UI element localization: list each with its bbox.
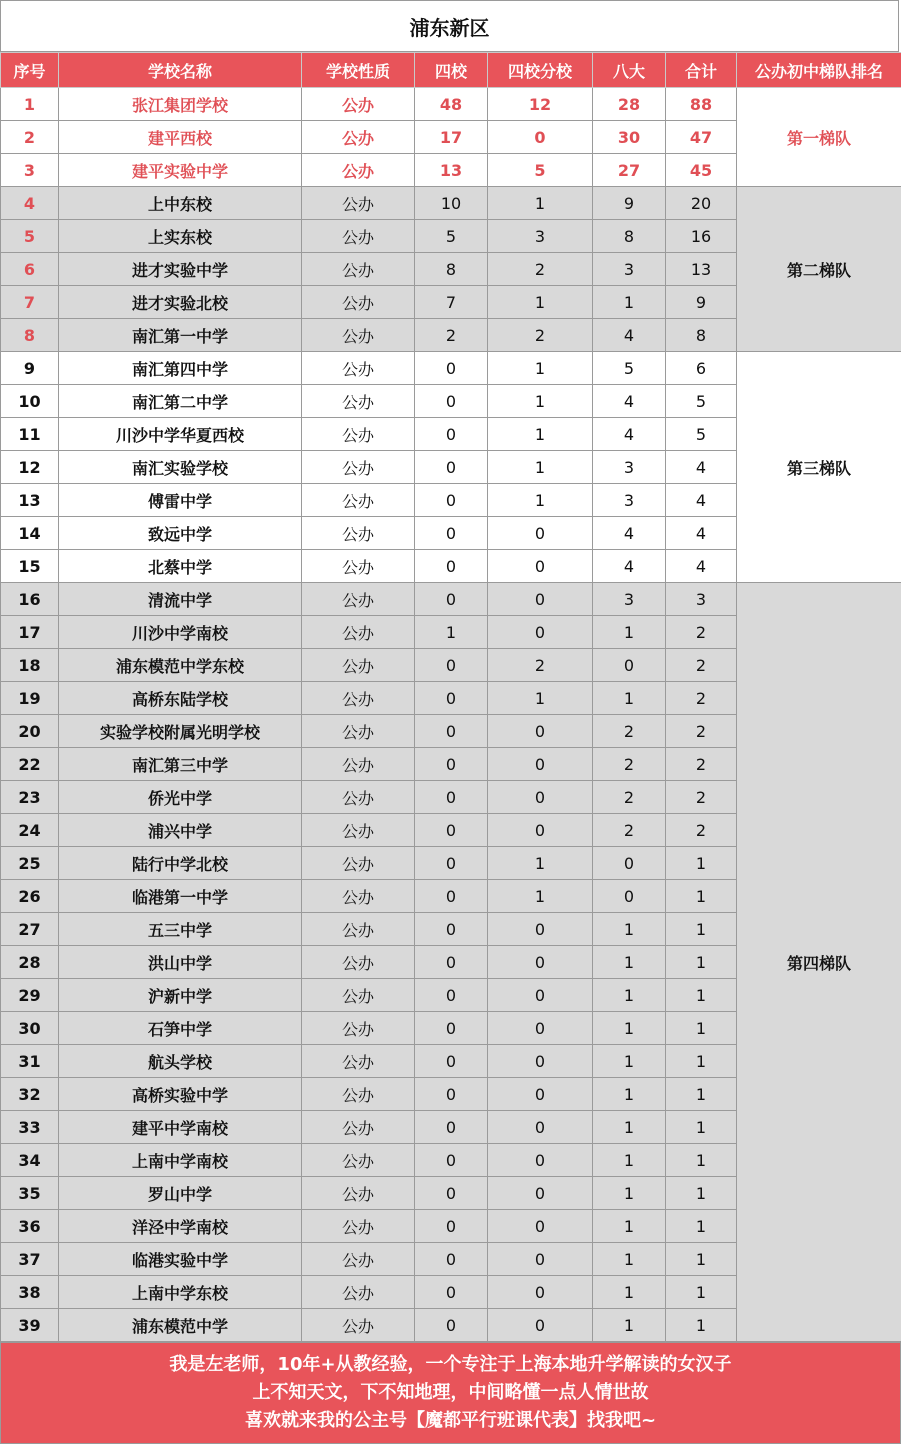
cell-eight-big: 2 — [593, 715, 666, 748]
cell-school-type: 公办 — [302, 1144, 415, 1177]
cell-index: 10 — [1, 385, 59, 418]
cell-four-schools: 0 — [415, 517, 488, 550]
cell-four-schools: 8 — [415, 253, 488, 286]
cell-eight-big: 1 — [593, 1111, 666, 1144]
cell-index: 4 — [1, 187, 59, 220]
cell-index: 26 — [1, 880, 59, 913]
cell-index: 17 — [1, 616, 59, 649]
cell-four-school-branches: 1 — [488, 880, 593, 913]
cell-index: 14 — [1, 517, 59, 550]
cell-four-school-branches: 0 — [488, 616, 593, 649]
cell-school-name: 张江集团学校 — [59, 88, 302, 121]
cell-eight-big: 1 — [593, 946, 666, 979]
cell-index: 8 — [1, 319, 59, 352]
cell-school-type: 公办 — [302, 319, 415, 352]
cell-eight-big: 2 — [593, 814, 666, 847]
cell-school-name: 傅雷中学 — [59, 484, 302, 517]
cell-school-name: 陆行中学北校 — [59, 847, 302, 880]
cell-school-name: 上中东校 — [59, 187, 302, 220]
cell-total: 4 — [666, 550, 737, 583]
header-index: 序号 — [1, 53, 59, 88]
cell-school-type: 公办 — [302, 616, 415, 649]
cell-index: 29 — [1, 979, 59, 1012]
cell-school-type: 公办 — [302, 748, 415, 781]
cell-index: 25 — [1, 847, 59, 880]
cell-four-school-branches: 2 — [488, 649, 593, 682]
cell-total: 4 — [666, 451, 737, 484]
cell-four-school-branches: 0 — [488, 1144, 593, 1177]
cell-four-school-branches: 0 — [488, 814, 593, 847]
cell-school-type: 公办 — [302, 1276, 415, 1309]
cell-four-schools: 0 — [415, 1144, 488, 1177]
header-school-type: 学校性质 — [302, 53, 415, 88]
cell-total: 2 — [666, 649, 737, 682]
cell-school-name: 临港实验中学 — [59, 1243, 302, 1276]
cell-eight-big: 8 — [593, 220, 666, 253]
cell-index: 12 — [1, 451, 59, 484]
cell-four-schools: 7 — [415, 286, 488, 319]
cell-school-name: 川沙中学华夏西校 — [59, 418, 302, 451]
cell-four-schools: 0 — [415, 814, 488, 847]
cell-eight-big: 4 — [593, 319, 666, 352]
cell-school-type: 公办 — [302, 1177, 415, 1210]
cell-total: 1 — [666, 847, 737, 880]
cell-school-type: 公办 — [302, 517, 415, 550]
cell-school-type: 公办 — [302, 88, 415, 121]
cell-school-type: 公办 — [302, 682, 415, 715]
cell-school-name: 致远中学 — [59, 517, 302, 550]
cell-four-school-branches: 0 — [488, 946, 593, 979]
cell-school-name: 五三中学 — [59, 913, 302, 946]
cell-index: 2 — [1, 121, 59, 154]
cell-school-name: 上南中学东校 — [59, 1276, 302, 1309]
cell-school-name: 上实东校 — [59, 220, 302, 253]
cell-eight-big: 1 — [593, 1177, 666, 1210]
cell-eight-big: 9 — [593, 187, 666, 220]
cell-eight-big: 1 — [593, 1210, 666, 1243]
cell-school-name: 建平实验中学 — [59, 154, 302, 187]
cell-four-schools: 0 — [415, 682, 488, 715]
cell-index: 28 — [1, 946, 59, 979]
cell-four-school-branches: 1 — [488, 352, 593, 385]
footer-banner — [0, 1342, 901, 1444]
cell-four-schools: 0 — [415, 979, 488, 1012]
cell-index: 9 — [1, 352, 59, 385]
cell-index: 6 — [1, 253, 59, 286]
cell-total: 2 — [666, 616, 737, 649]
cell-four-school-branches: 0 — [488, 1210, 593, 1243]
cell-eight-big: 1 — [593, 913, 666, 946]
cell-school-type: 公办 — [302, 1309, 415, 1342]
cell-index: 22 — [1, 748, 59, 781]
cell-four-schools: 0 — [415, 748, 488, 781]
cell-four-schools: 0 — [415, 352, 488, 385]
cell-index: 35 — [1, 1177, 59, 1210]
cell-total: 1 — [666, 1078, 737, 1111]
cell-school-type: 公办 — [302, 715, 415, 748]
cell-four-schools: 48 — [415, 88, 488, 121]
cell-school-name: 清流中学 — [59, 583, 302, 616]
cell-four-school-branches: 1 — [488, 286, 593, 319]
cell-school-type: 公办 — [302, 814, 415, 847]
cell-total: 45 — [666, 154, 737, 187]
cell-school-name: 北蔡中学 — [59, 550, 302, 583]
cell-total: 1 — [666, 1210, 737, 1243]
cell-index: 30 — [1, 1012, 59, 1045]
cell-eight-big: 1 — [593, 1045, 666, 1078]
cell-four-schools: 2 — [415, 319, 488, 352]
cell-eight-big: 1 — [593, 1144, 666, 1177]
header-school-name: 学校名称 — [59, 53, 302, 88]
cell-total: 4 — [666, 517, 737, 550]
cell-total: 5 — [666, 418, 737, 451]
cell-school-name: 南汇第四中学 — [59, 352, 302, 385]
cell-eight-big: 4 — [593, 550, 666, 583]
cell-eight-big: 1 — [593, 616, 666, 649]
cell-school-name: 石笋中学 — [59, 1012, 302, 1045]
cell-index: 38 — [1, 1276, 59, 1309]
cell-index: 24 — [1, 814, 59, 847]
cell-four-schools: 0 — [415, 1276, 488, 1309]
cell-four-schools: 0 — [415, 385, 488, 418]
cell-eight-big: 2 — [593, 781, 666, 814]
cell-four-schools: 1 — [415, 616, 488, 649]
cell-eight-big: 30 — [593, 121, 666, 154]
cell-four-schools: 17 — [415, 121, 488, 154]
cell-school-type: 公办 — [302, 121, 415, 154]
header-four-schools: 四校 — [415, 53, 488, 88]
cell-eight-big: 1 — [593, 1012, 666, 1045]
header-four-school-branches: 四校分校 — [488, 53, 593, 88]
cell-four-school-branches: 0 — [488, 550, 593, 583]
cell-total: 1 — [666, 1144, 737, 1177]
cell-total: 5 — [666, 385, 737, 418]
cell-index: 11 — [1, 418, 59, 451]
cell-total: 1 — [666, 979, 737, 1012]
cell-index: 16 — [1, 583, 59, 616]
cell-four-school-branches: 2 — [488, 319, 593, 352]
cell-total: 2 — [666, 781, 737, 814]
cell-four-schools: 0 — [415, 880, 488, 913]
cell-school-name: 进才实验中学 — [59, 253, 302, 286]
cell-total: 88 — [666, 88, 737, 121]
cell-school-name: 罗山中学 — [59, 1177, 302, 1210]
cell-eight-big: 1 — [593, 1276, 666, 1309]
cell-eight-big: 1 — [593, 286, 666, 319]
cell-total: 1 — [666, 1111, 737, 1144]
cell-eight-big: 4 — [593, 517, 666, 550]
cell-four-school-branches: 0 — [488, 1012, 593, 1045]
cell-school-name: 南汇第一中学 — [59, 319, 302, 352]
cell-school-type: 公办 — [302, 154, 415, 187]
cell-four-schools: 0 — [415, 913, 488, 946]
cell-four-school-branches: 0 — [488, 1243, 593, 1276]
cell-eight-big: 4 — [593, 418, 666, 451]
cell-eight-big: 3 — [593, 484, 666, 517]
cell-index: 7 — [1, 286, 59, 319]
cell-four-schools: 5 — [415, 220, 488, 253]
cell-school-type: 公办 — [302, 781, 415, 814]
cell-school-type: 公办 — [302, 550, 415, 583]
cell-school-name: 上南中学南校 — [59, 1144, 302, 1177]
cell-four-school-branches: 1 — [488, 187, 593, 220]
cell-school-type: 公办 — [302, 946, 415, 979]
cell-four-schools: 0 — [415, 1309, 488, 1342]
cell-four-schools: 0 — [415, 649, 488, 682]
table-row — [1, 88, 901, 121]
cell-four-school-branches: 0 — [488, 748, 593, 781]
cell-four-schools: 0 — [415, 418, 488, 451]
cell-school-name: 洋泾中学南校 — [59, 1210, 302, 1243]
cell-four-schools: 0 — [415, 781, 488, 814]
cell-school-type: 公办 — [302, 385, 415, 418]
header-row — [1, 53, 901, 88]
cell-index: 18 — [1, 649, 59, 682]
cell-four-school-branches: 0 — [488, 1045, 593, 1078]
cell-four-schools: 0 — [415, 715, 488, 748]
cell-four-school-branches: 0 — [488, 1078, 593, 1111]
cell-index: 15 — [1, 550, 59, 583]
header-total: 合计 — [666, 53, 737, 88]
cell-school-type: 公办 — [302, 649, 415, 682]
cell-four-school-branches: 3 — [488, 220, 593, 253]
cell-school-type: 公办 — [302, 286, 415, 319]
cell-four-school-branches: 1 — [488, 385, 593, 418]
cell-four-school-branches: 0 — [488, 1177, 593, 1210]
cell-eight-big: 1 — [593, 979, 666, 1012]
cell-eight-big: 2 — [593, 748, 666, 781]
cell-eight-big: 3 — [593, 451, 666, 484]
cell-school-type: 公办 — [302, 187, 415, 220]
cell-total: 3 — [666, 583, 737, 616]
tier-label: 第三梯队 — [737, 352, 901, 583]
cell-school-name: 南汇实验学校 — [59, 451, 302, 484]
cell-eight-big: 3 — [593, 583, 666, 616]
cell-total: 1 — [666, 913, 737, 946]
cell-school-name: 进才实验北校 — [59, 286, 302, 319]
cell-school-name: 浦兴中学 — [59, 814, 302, 847]
cell-school-name: 高桥实验中学 — [59, 1078, 302, 1111]
table-body — [1, 88, 901, 1342]
cell-index: 32 — [1, 1078, 59, 1111]
cell-four-school-branches: 0 — [488, 1111, 593, 1144]
cell-school-type: 公办 — [302, 583, 415, 616]
footer-line-3: 喜欢就来我的公主号【魔都平行班课代表】找我吧~ — [244, 1410, 657, 1431]
table-row — [1, 583, 901, 616]
cell-four-school-branches: 2 — [488, 253, 593, 286]
cell-index: 20 — [1, 715, 59, 748]
cell-school-type: 公办 — [302, 1243, 415, 1276]
cell-index: 36 — [1, 1210, 59, 1243]
header-tier-rank: 公办初中梯队排名 — [737, 53, 901, 88]
cell-four-school-branches: 0 — [488, 583, 593, 616]
cell-index: 3 — [1, 154, 59, 187]
cell-four-school-branches: 1 — [488, 682, 593, 715]
tier-label: 第二梯队 — [737, 187, 901, 352]
cell-total: 6 — [666, 352, 737, 385]
cell-four-schools: 13 — [415, 154, 488, 187]
cell-eight-big: 27 — [593, 154, 666, 187]
cell-total: 2 — [666, 715, 737, 748]
cell-school-name: 实验学校附属光明学校 — [59, 715, 302, 748]
table-row — [1, 187, 901, 220]
cell-four-schools: 0 — [415, 847, 488, 880]
cell-four-schools: 10 — [415, 187, 488, 220]
cell-four-school-branches: 1 — [488, 484, 593, 517]
cell-four-schools: 0 — [415, 1210, 488, 1243]
cell-school-type: 公办 — [302, 913, 415, 946]
cell-school-name: 南汇第二中学 — [59, 385, 302, 418]
cell-total: 47 — [666, 121, 737, 154]
cell-school-type: 公办 — [302, 880, 415, 913]
cell-total: 9 — [666, 286, 737, 319]
cell-eight-big: 1 — [593, 1078, 666, 1111]
cell-school-name: 高桥东陆学校 — [59, 682, 302, 715]
cell-school-name: 浦东模范中学东校 — [59, 649, 302, 682]
cell-eight-big: 3 — [593, 253, 666, 286]
cell-four-schools: 0 — [415, 451, 488, 484]
cell-total: 1 — [666, 1276, 737, 1309]
cell-four-school-branches: 0 — [488, 517, 593, 550]
cell-four-schools: 0 — [415, 1111, 488, 1144]
cell-eight-big: 5 — [593, 352, 666, 385]
tier-label: 第四梯队 — [737, 583, 901, 1342]
cell-four-schools: 0 — [415, 1243, 488, 1276]
cell-four-school-branches: 0 — [488, 121, 593, 154]
cell-index: 39 — [1, 1309, 59, 1342]
cell-four-school-branches: 1 — [488, 418, 593, 451]
cell-school-name: 浦东模范中学 — [59, 1309, 302, 1342]
cell-school-name: 川沙中学南校 — [59, 616, 302, 649]
footer-line-2: 上不知天文，下不知地理，中间略懂一点人情世故 — [252, 1382, 649, 1403]
cell-index: 37 — [1, 1243, 59, 1276]
cell-total: 1 — [666, 1177, 737, 1210]
cell-total: 8 — [666, 319, 737, 352]
cell-four-schools: 0 — [415, 484, 488, 517]
cell-school-type: 公办 — [302, 451, 415, 484]
cell-total: 1 — [666, 1243, 737, 1276]
cell-four-school-branches: 0 — [488, 715, 593, 748]
cell-four-schools: 0 — [415, 1012, 488, 1045]
cell-eight-big: 1 — [593, 1309, 666, 1342]
cell-four-school-branches: 0 — [488, 1309, 593, 1342]
cell-school-name: 侨光中学 — [59, 781, 302, 814]
cell-total: 2 — [666, 814, 737, 847]
cell-four-school-branches: 12 — [488, 88, 593, 121]
cell-total: 20 — [666, 187, 737, 220]
cell-index: 33 — [1, 1111, 59, 1144]
cell-school-type: 公办 — [302, 418, 415, 451]
cell-four-schools: 0 — [415, 550, 488, 583]
header-eight-big: 八大 — [593, 53, 666, 88]
cell-total: 1 — [666, 1012, 737, 1045]
cell-school-name: 航头学校 — [59, 1045, 302, 1078]
cell-index: 27 — [1, 913, 59, 946]
cell-school-name: 南汇第三中学 — [59, 748, 302, 781]
cell-eight-big: 0 — [593, 649, 666, 682]
cell-four-school-branches: 1 — [488, 451, 593, 484]
tier-label: 第一梯队 — [737, 88, 901, 187]
cell-school-type: 公办 — [302, 1012, 415, 1045]
cell-four-schools: 0 — [415, 1078, 488, 1111]
cell-school-type: 公办 — [302, 1078, 415, 1111]
cell-four-schools: 0 — [415, 1045, 488, 1078]
cell-total: 2 — [666, 682, 737, 715]
cell-four-school-branches: 0 — [488, 979, 593, 1012]
cell-school-name: 建平中学南校 — [59, 1111, 302, 1144]
cell-four-schools: 0 — [415, 583, 488, 616]
cell-index: 13 — [1, 484, 59, 517]
cell-four-school-branches: 1 — [488, 847, 593, 880]
cell-school-type: 公办 — [302, 847, 415, 880]
cell-eight-big: 4 — [593, 385, 666, 418]
cell-total: 1 — [666, 1309, 737, 1342]
cell-index: 1 — [1, 88, 59, 121]
cell-eight-big: 0 — [593, 880, 666, 913]
cell-total: 16 — [666, 220, 737, 253]
cell-index: 5 — [1, 220, 59, 253]
cell-four-school-branches: 5 — [488, 154, 593, 187]
cell-total: 1 — [666, 946, 737, 979]
cell-school-name: 临港第一中学 — [59, 880, 302, 913]
cell-school-type: 公办 — [302, 1210, 415, 1243]
cell-school-type: 公办 — [302, 253, 415, 286]
cell-total: 13 — [666, 253, 737, 286]
ranking-table — [0, 52, 901, 1342]
cell-four-school-branches: 0 — [488, 1276, 593, 1309]
table-row — [1, 352, 901, 385]
cell-four-school-branches: 0 — [488, 913, 593, 946]
footer-line-1: 我是左老师，10年+从教经验，一个专注于上海本地升学解读的女汉子 — [169, 1354, 732, 1375]
cell-eight-big: 1 — [593, 1243, 666, 1276]
cell-eight-big: 0 — [593, 847, 666, 880]
cell-school-name: 建平西校 — [59, 121, 302, 154]
cell-school-type: 公办 — [302, 220, 415, 253]
cell-four-schools: 0 — [415, 946, 488, 979]
cell-four-school-branches: 0 — [488, 781, 593, 814]
cell-total: 1 — [666, 880, 737, 913]
cell-school-type: 公办 — [302, 1111, 415, 1144]
cell-school-name: 沪新中学 — [59, 979, 302, 1012]
cell-index: 34 — [1, 1144, 59, 1177]
cell-index: 23 — [1, 781, 59, 814]
cell-total: 2 — [666, 748, 737, 781]
cell-index: 19 — [1, 682, 59, 715]
cell-school-type: 公办 — [302, 1045, 415, 1078]
cell-school-type: 公办 — [302, 352, 415, 385]
cell-eight-big: 28 — [593, 88, 666, 121]
cell-school-name: 洪山中学 — [59, 946, 302, 979]
cell-school-type: 公办 — [302, 484, 415, 517]
cell-total: 1 — [666, 1045, 737, 1078]
cell-school-type: 公办 — [302, 979, 415, 1012]
cell-index: 31 — [1, 1045, 59, 1078]
cell-eight-big: 1 — [593, 682, 666, 715]
table-title: 浦东新区 — [0, 0, 899, 52]
cell-four-schools: 0 — [415, 1177, 488, 1210]
cell-total: 4 — [666, 484, 737, 517]
